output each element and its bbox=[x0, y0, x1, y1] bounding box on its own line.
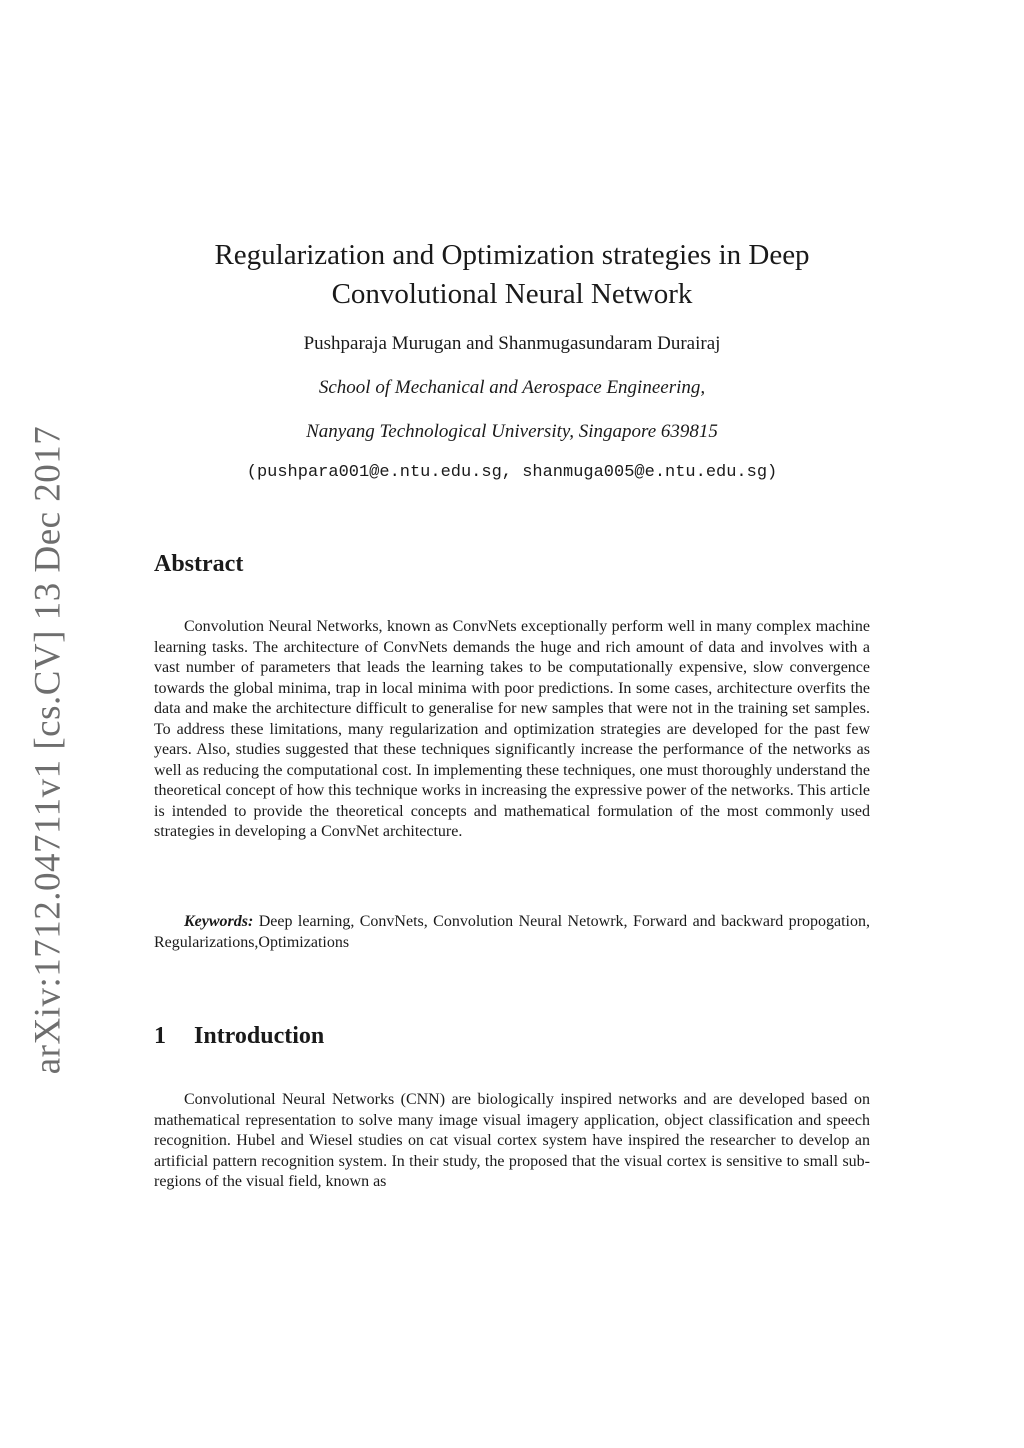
author-list: Pushparaja Murugan and Shanmugasundaram Durairaj bbox=[303, 333, 721, 354]
section-title: Introduction bbox=[194, 1023, 325, 1049]
affiliation-school: School of Mechanical and Aerospace Engineering, bbox=[318, 377, 706, 398]
keywords-paragraph bbox=[154, 912, 870, 953]
abstract-heading: Abstract bbox=[154, 551, 244, 577]
keywords-list: Deep learning, ConvNets, Convolution Neural Netowrk, Forward and backward propogation, Regularizations,Optimizations bbox=[154, 913, 870, 951]
paper-title-line-1: Regularization and Optimization strategies in Deep bbox=[214, 239, 810, 271]
paper-title-line-2: Convolutional Neural Network bbox=[331, 278, 693, 310]
affiliation-university: Nanyang Technological University, Singapore 639815 bbox=[306, 421, 718, 442]
keywords-label: Keywords: bbox=[184, 913, 254, 930]
introduction-body: Convolutional Neural Networks (CNN) are biologically inspired networks and are developed based on mathematical representation to solve many image visual imagery application, object classification and speech recognition. Hubel and Wiesel studies on cat visual cortex system have inspired the researcher to develop an artificial pattern recognition system. In their study, the proposed that the visual cortex is sensitive to small sub-regions of the visual field, known as bbox=[154, 1091, 870, 1190]
abstract-body: Convolution Neural Networks, known as ConvNets exceptionally perform well in many complex machine learning tasks. The architecture of ConvNets demands the huge and rich amount of data and involves with a vast number of parameters that leads the learning takes to be computationally expensive, slow convergence towards the global minima, trap in local minima with poor predictions. In some cases, architecture overfits the data and make the architecture difficult to generalise for new samples that were not in the training set samples. To address these limitations, many regularization and optimization strategies are developed for the past few years. Also, studies suggested that these techniques significantly increase the performance of the networks as well as reducing the computational cost. In implementing these techniques, one must thoroughly understand the theoretical concept of how this technique works in increasing the expressive power of the networks. This article is intended to provide the theoretical concepts and mathematical formulation of the most commonly used strategies in developing a ConvNet architecture. bbox=[154, 618, 870, 840]
author-emails: (pushpara001@e.ntu.edu.sg, shanmuga005@e.ntu.edu.sg) bbox=[246, 463, 778, 482]
paper-title bbox=[152, 236, 872, 314]
section-number: 1 bbox=[154, 1023, 166, 1049]
section-heading-introduction bbox=[154, 1023, 324, 1050]
arxiv-identifier-text: arXiv:1712.04711v1 [cs.CV] 13 Dec 2017 bbox=[27, 425, 69, 1075]
